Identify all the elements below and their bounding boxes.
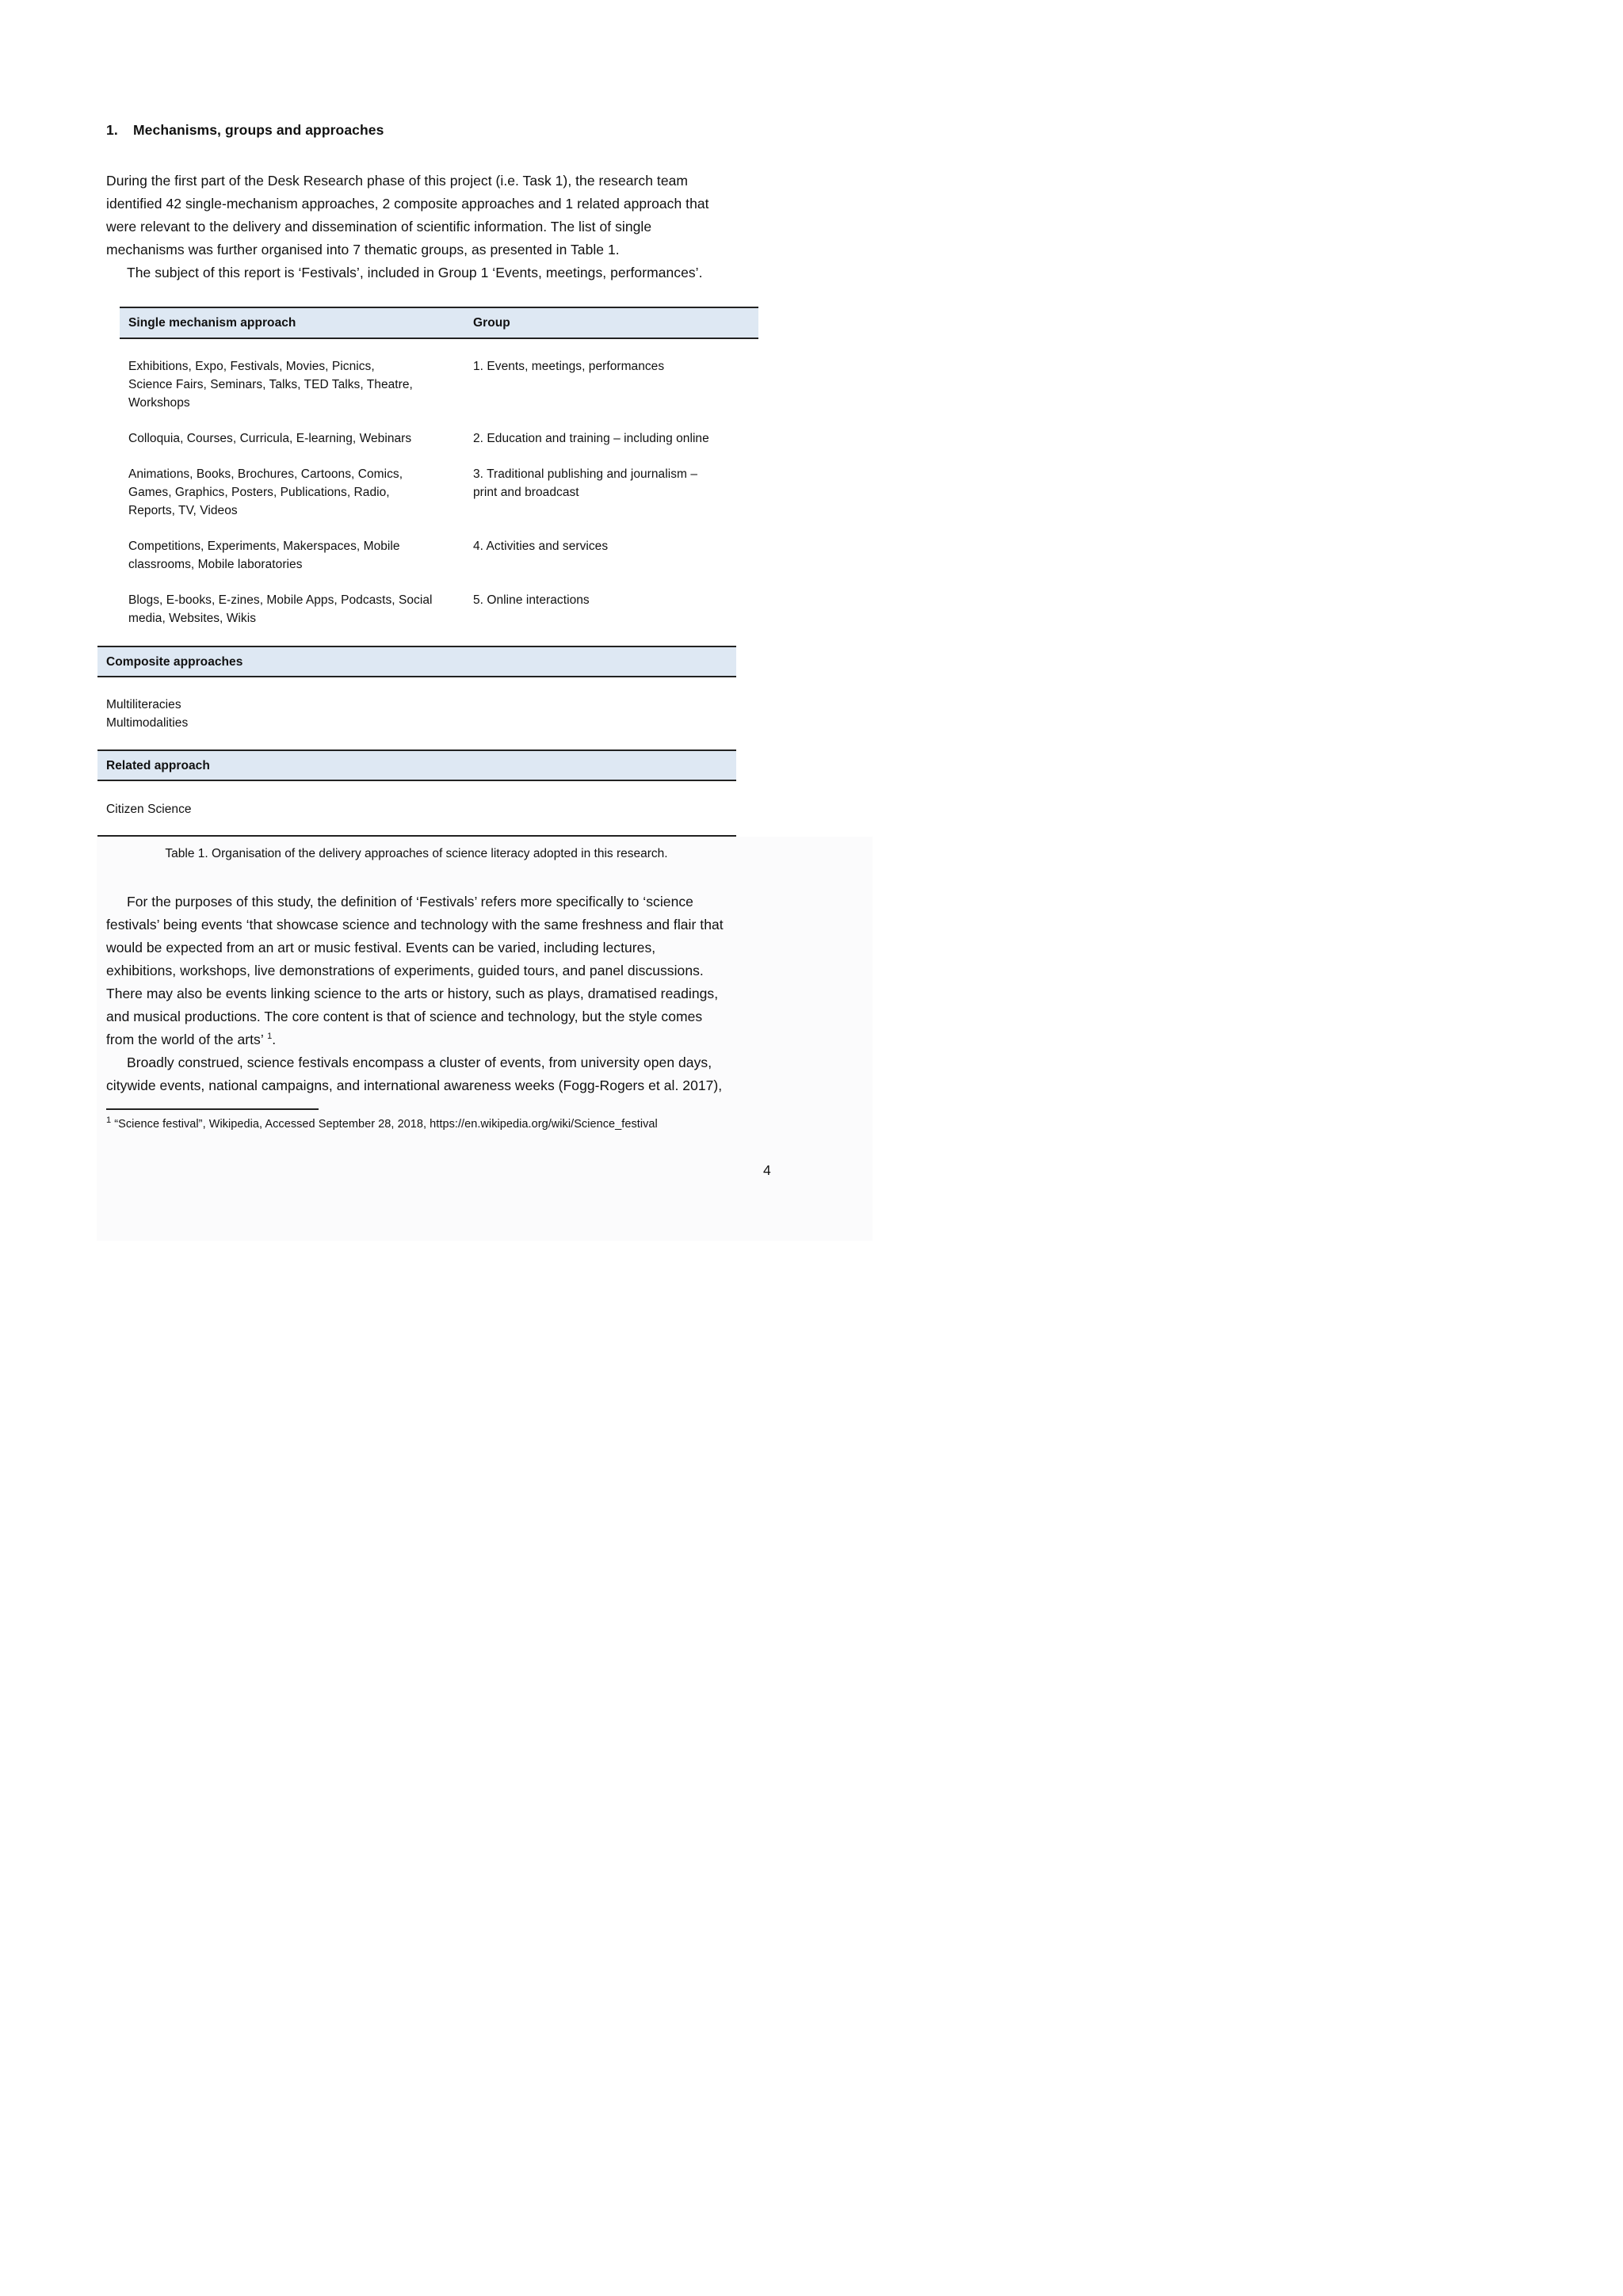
section-number: 1. (106, 122, 118, 138)
footnote-marker: 1 (106, 1116, 112, 1126)
text-line: were relevant to the delivery and dissemination of scientific information. The list of single (106, 219, 652, 235)
text-line: from the world of the arts’ $^1$. (106, 1032, 277, 1047)
text-line: citywide events, national campaigns, and international awareness weeks (Fogg-Rogers et al. 2017), (106, 1077, 723, 1093)
list-item: Multiliteracies (106, 698, 181, 711)
text-line (106, 261, 772, 284)
table-row-5-group: 5. Online interactions (473, 593, 590, 607)
column-header-approach: Single mechanism approach (128, 316, 296, 330)
footnote-separator (106, 1108, 319, 1110)
column-header-group: Group (473, 316, 510, 330)
composite-items (106, 696, 188, 732)
text-line: festivals’ being events ‘that showcase science and technology with the same freshness and flair that (106, 917, 724, 933)
page-number: 4 (763, 1162, 771, 1178)
list-item: Citizen Science (106, 803, 192, 816)
table-row-5-approach: Blogs, E-books, E-zines, Mobile Apps, Podcasts, Social media, Websites, Wikis (128, 593, 433, 625)
table-row-4-group: 4. Activities and services (473, 540, 609, 553)
related-items (106, 800, 192, 818)
text-line: For the purposes of this study, the definition of ‘Festivals’ refers more specifically to ‘science (127, 894, 693, 910)
table-row-4-approach: Competitions, Experiments, Makerspaces, Mobile classrooms, Mobile laboratories (128, 540, 400, 571)
text-line: exhibitions, workshops, live demonstrations of experiments, guided tours, and panel discussions. (106, 963, 704, 978)
table-row-3-group: 3. Traditional publishing and journalism – print and broadcast (473, 467, 697, 499)
table-caption: Table 1. Organisation of the delivery approaches of science literacy adopted in this research. (165, 847, 668, 860)
table-header-rule (120, 338, 758, 339)
table-row-1-approach: Exhibitions, Expo, Festivals, Movies, Picnics, Science Fairs, Seminars, Talks, TED Talks, Theatre, Workshops (128, 360, 413, 410)
composite-header: Composite approaches (106, 655, 243, 669)
list-item: Multimodalities (106, 716, 189, 730)
text-line: would be expected from an art or music festival. Events can be varied, including lectures, (106, 940, 656, 955)
section-title: Mechanisms, groups and approaches (133, 122, 384, 138)
text-line: During the first part of the Desk Research phase of this project (i.e. Task 1), the research team (106, 173, 689, 189)
text-line: Broadly construed, science festivals encompass a cluster of events, from university open days, (127, 1055, 712, 1070)
definition-paragraph (106, 891, 788, 1097)
table-row-2-approach: Colloquia, Courses, Curricula, E-learning, Webinars (128, 432, 412, 445)
footnote-text: “Science festival”, Wikipedia, Accessed September 28, 2018, https://en.wikipedia.org/wiki/Science_festival (114, 1118, 658, 1131)
related-header: Related approach (106, 759, 210, 772)
footnote-reference: 1 (267, 1032, 273, 1042)
text-line: identified 42 single-mechanism approaches, 2 composite approaches and 1 related approach that (106, 196, 709, 212)
text-line: There may also be events linking science to the arts or history, such as plays, dramatised readings, (106, 986, 719, 1001)
table-row-2-group: 2. Education and training – including online (473, 432, 709, 445)
intro-paragraph (106, 170, 772, 284)
text-line: and musical productions. The core content is that of science and technology, but the style comes (106, 1009, 703, 1024)
related-header-rule (97, 780, 736, 781)
text-line: mechanisms was further organised into 7 thematic groups, as presented in Table 1. (106, 242, 620, 257)
composite-header-rule (97, 676, 736, 677)
table-row-1-group: 1. Events, meetings, performances (473, 360, 665, 373)
footnote (106, 1118, 658, 1131)
subject-sentence: The subject of this report is ‘Festivals’, included in Group 1 ‘Events, meetings, performances’. (127, 265, 703, 280)
section-heading (106, 122, 384, 139)
table-row-3-approach: Animations, Books, Brochures, Cartoons, Comics, Games, Graphics, Posters, Publications, Radio, Reports, TV, Videos (128, 467, 403, 517)
table-bottom-rule (97, 835, 736, 837)
